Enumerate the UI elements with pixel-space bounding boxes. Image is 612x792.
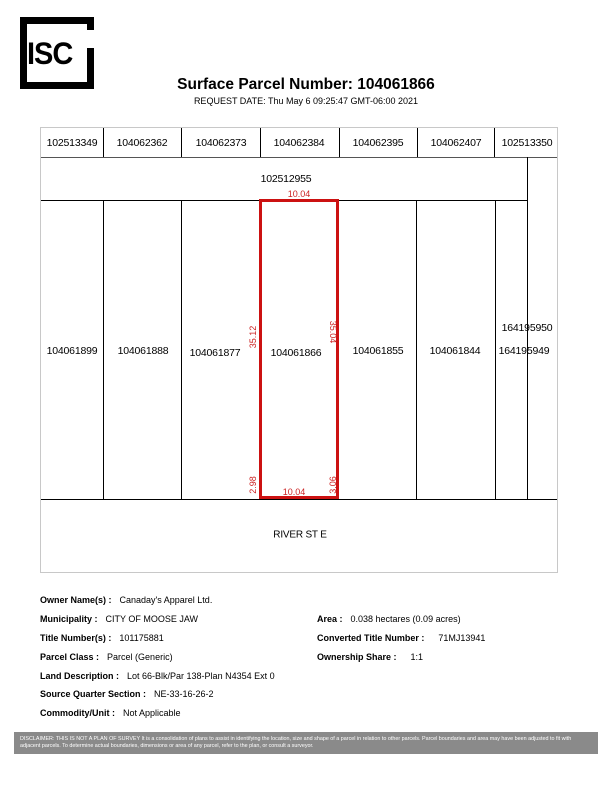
area-row <box>317 614 461 624</box>
converted-title-value: 71MJ13941 <box>438 633 486 643</box>
parcel-class-label: Parcel Class : <box>40 652 100 662</box>
dimension-left: 35.12 <box>248 325 258 349</box>
logo-text: ISC <box>27 36 73 72</box>
parcel-label: 104062384 <box>273 137 325 149</box>
owner-value: Canaday's Apparel Ltd. <box>119 595 213 605</box>
map-line <box>41 499 557 500</box>
land-description-label: Land Description : <box>40 671 120 681</box>
source-quarter-label: Source Quarter Section : <box>40 689 147 699</box>
parcel-class-value: Parcel (Generic) <box>107 652 173 662</box>
area-label: Area : <box>317 614 343 624</box>
map-line <box>339 128 340 157</box>
commodity-row <box>40 708 181 718</box>
parcel-label: 104062407 <box>430 137 482 149</box>
street-label: RIVER ST E <box>273 529 327 541</box>
page-title: Surface Parcel Number: 104061866 <box>177 76 435 93</box>
parcel-label: 104062395 <box>352 137 404 149</box>
land-description-value: Lot 66-Blk/Par 138-Plan N4354 Ext 0 <box>127 671 275 681</box>
ownership-share-label: Ownership Share : <box>317 652 397 662</box>
land-description-row <box>40 671 275 681</box>
ownership-share-row <box>317 652 423 662</box>
source-quarter-row <box>40 689 214 699</box>
map-line <box>260 128 261 157</box>
dimension-left-small: 2.98 <box>248 476 258 494</box>
converted-title-row <box>317 633 485 643</box>
commodity-label: Commodity/Unit : <box>40 708 115 718</box>
municipality-row <box>40 614 198 624</box>
title-number-label: Title Number(s) : <box>40 633 112 643</box>
map-line <box>417 128 418 157</box>
subject-parcel-outline <box>259 199 339 499</box>
parcel-label: 104061855 <box>352 345 404 357</box>
parcel-label: 102513350 <box>501 137 553 149</box>
owner-row <box>40 595 212 605</box>
map-line <box>41 157 557 158</box>
title-number-row <box>40 633 164 643</box>
map-line <box>181 128 182 157</box>
dimension-bottom: 10.04 <box>282 487 306 497</box>
map-line <box>103 200 104 499</box>
map-line <box>495 200 496 499</box>
commodity-value: Not Applicable <box>123 708 181 718</box>
subject-parcel-label: 104061866 <box>270 347 322 359</box>
converted-title-label: Converted Title Number : <box>317 633 425 643</box>
title-number-value: 101175881 <box>119 633 164 643</box>
parcel-label: 104061877 <box>189 347 241 359</box>
map-line <box>181 200 182 499</box>
parcel-label: 164195950 <box>501 322 553 334</box>
parcel-label: 164195949 <box>498 345 550 357</box>
parcel-label: 104061888 <box>117 345 169 357</box>
disclaimer-bar: DISCLAIMER: THIS IS NOT A PLAN OF SURVEY It is a consolidation of plans to assist in identifying the location, size and shape of a parcel in relation to other parcels. Parcel boundaries and area may have been adjusted to fit with adjacent parcels. To determine actual boundaries, dimensions or area of any parcel, refer to the plan, or consult a surveyor. <box>14 732 598 754</box>
parcel-class-row <box>40 652 173 662</box>
municipality-value: CITY OF MOOSE JAW <box>105 614 199 624</box>
map-line <box>416 200 417 499</box>
map-line <box>103 128 104 157</box>
ownership-share-value: 1:1 <box>410 652 424 662</box>
owner-label: Owner Name(s) : <box>40 595 112 605</box>
parcel-label: 104062362 <box>116 137 168 149</box>
parcel-label: 104062373 <box>195 137 247 149</box>
map-line <box>494 128 495 157</box>
parcel-label: 104061844 <box>429 345 481 357</box>
municipality-label: Municipality : <box>40 614 98 624</box>
parcel-label: 102513349 <box>46 137 98 149</box>
dimension-top: 10.04 <box>287 189 311 199</box>
lane-parcel-label: 102512955 <box>260 173 312 185</box>
dimension-right-small: 3.06 <box>328 476 338 494</box>
request-date: REQUEST DATE: Thu May 6 09:25:47 GMT-06:00 2021 <box>193 96 419 106</box>
source-quarter-value: NE-33-16-26-2 <box>154 689 214 699</box>
dimension-right: 35.04 <box>328 320 338 344</box>
area-value: 0.038 hectares (0.09 acres) <box>350 614 461 624</box>
parcel-label: 104061899 <box>46 345 98 357</box>
